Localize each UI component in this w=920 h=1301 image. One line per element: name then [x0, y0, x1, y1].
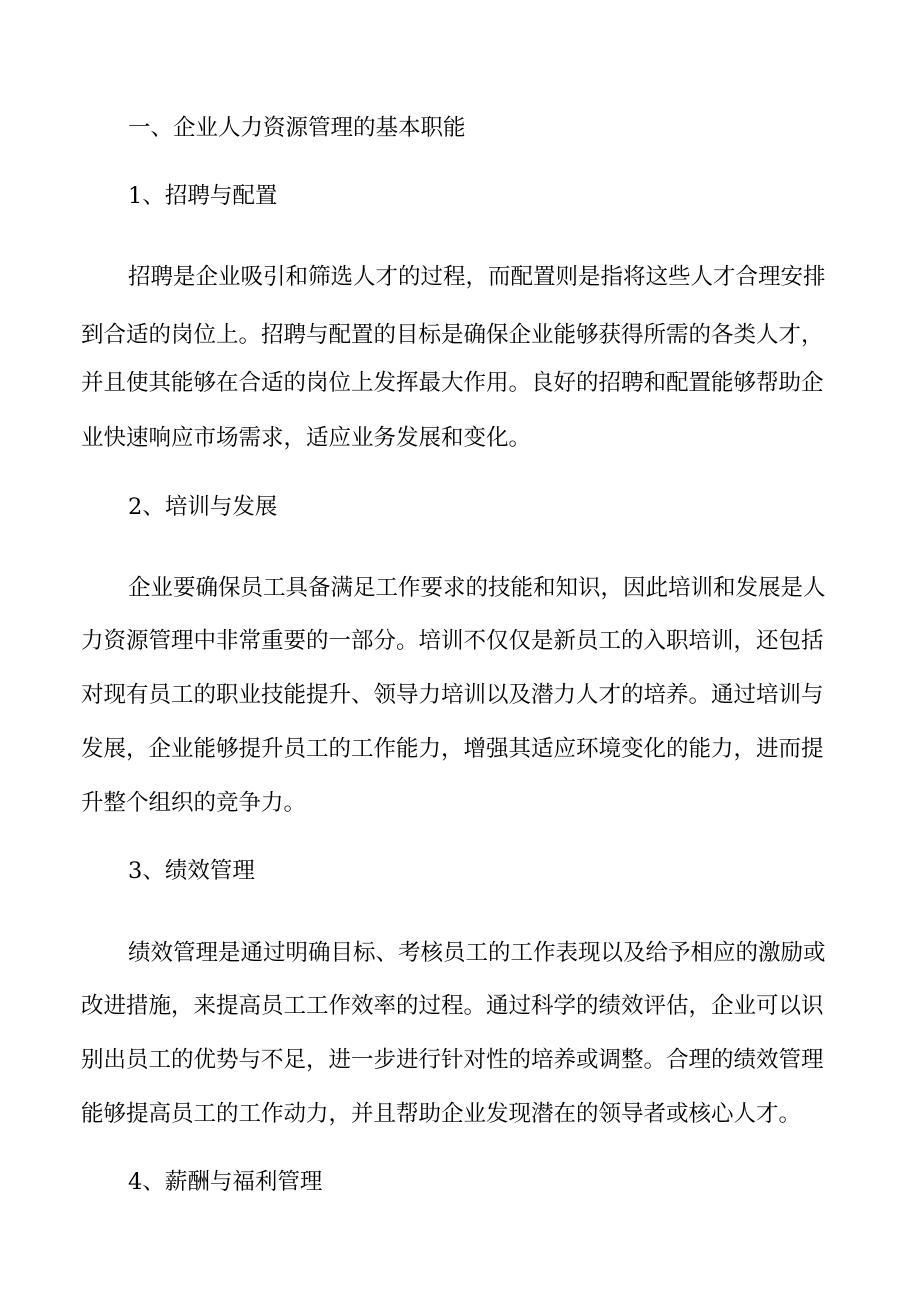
paragraph-line: 并且使其能够在合适的岗位上发挥最大作用。良好的招聘和配置能够帮助企 [81, 370, 824, 396]
paragraph-line: 企业要确保员工具备满足工作要求的技能和知识，因此培训和发展是人 [128, 575, 826, 601]
paragraph-line: 招聘是企业吸引和筛选人才的过程，而配置则是指将这些人才合理安排 [128, 264, 826, 290]
paragraph-line: 业快速响应市场需求，适应业务发展和变化。 [81, 425, 532, 451]
paragraph-line: 升整个组织的竞争力。 [81, 790, 307, 816]
heading-performance: 3、绩效管理 [128, 858, 255, 884]
paragraph-line: 能够提高员工的工作动力，并且帮助企业发现潜在的领导者或核心人才。 [81, 1101, 802, 1127]
paragraph-line: 绩效管理是通过明确目标、考核员工的工作表现以及给予相应的激励或 [128, 940, 826, 966]
heading-compensation: 4、薪酬与福利管理 [128, 1169, 323, 1195]
heading-recruitment: 1、招聘与配置 [128, 183, 278, 209]
heading-training: 2、培训与发展 [128, 494, 278, 520]
paragraph-line: 改进措施，来提高员工工作效率的过程。通过科学的绩效评估，企业可以识 [81, 993, 824, 1019]
section-title: 一、企业人力资源管理的基本职能 [128, 115, 466, 141]
paragraph-line: 对现有员工的职业技能提升、领导力培训以及潜力人才的培养。通过培训与 [81, 682, 824, 708]
paragraph-line: 到合适的岗位上。招聘与配置的目标是确保企业能够获得所需的各类人才， [81, 322, 824, 348]
paragraph-line: 力资源管理中非常重要的一部分。培训不仅仅是新员工的入职培训，还包括 [81, 628, 824, 654]
paragraph-line: 别出员工的优势与不足，进一步进行针对性的培养或调整。合理的绩效管理 [81, 1047, 824, 1073]
paragraph-line: 发展，企业能够提升员工的工作能力，增强其适应环境变化的能力，进而提 [81, 736, 824, 762]
